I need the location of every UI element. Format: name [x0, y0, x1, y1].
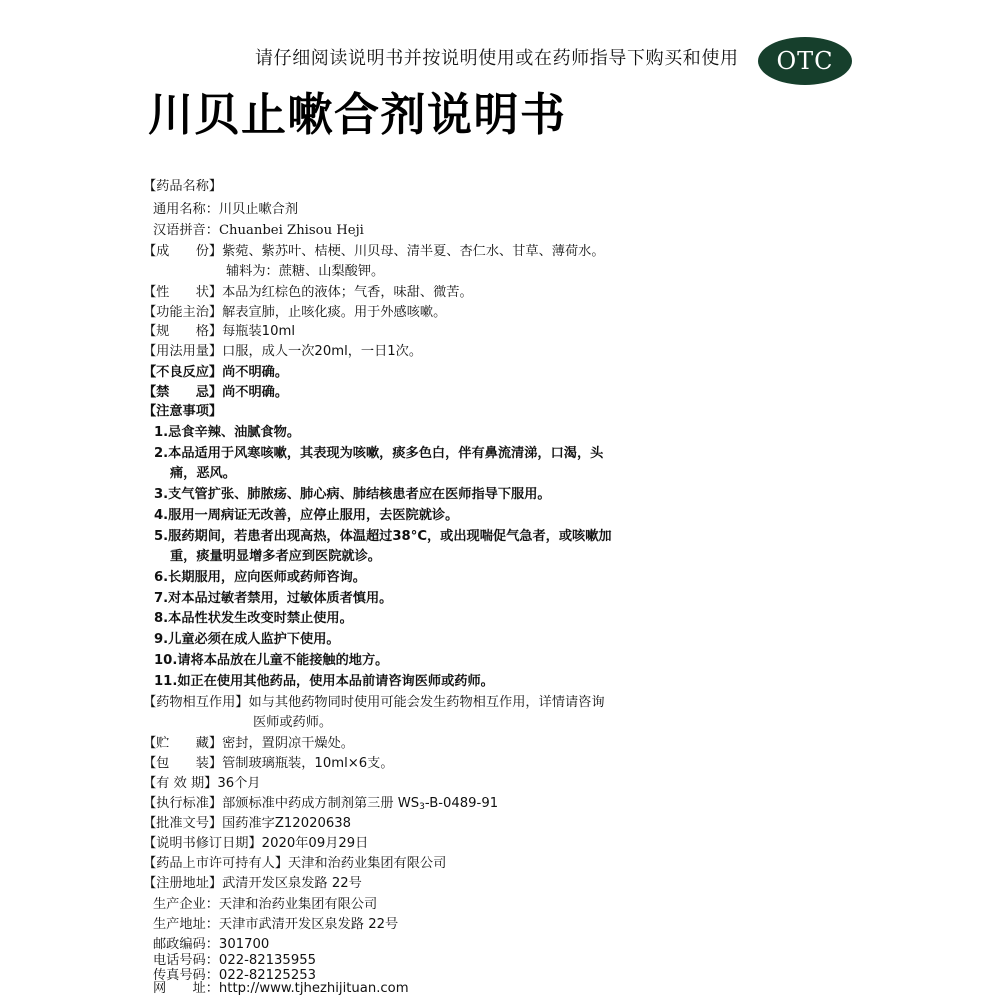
standard-suffix: -B-0489-91 — [424, 796, 499, 811]
precaution-item: 痛，恶风。 — [170, 466, 236, 481]
interactions-cont: 医师或药师。 — [253, 715, 333, 730]
precaution-item: 7.对本品过敏者禁用，过敏体质者慎用。 — [154, 591, 393, 606]
fax: 传真号码：022-82125253 — [153, 968, 316, 983]
storage: 【贮 藏】密封，置阴凉干燥处。 — [143, 736, 354, 751]
precaution-item: 9.儿童必须在成人监护下使用。 — [154, 632, 340, 647]
package: 【包 装】管制玻璃瓶装，10ml×6支。 — [143, 756, 394, 771]
precaution-item: 6.长期服用，应向医师或药师咨询。 — [154, 570, 366, 585]
interactions: 【药物相互作用】如与其他药物同时使用可能会发生药物相互作用，详情请咨询 — [143, 695, 605, 710]
registered-address: 【注册地址】武清开发区泉发路 22号 — [143, 876, 362, 891]
dosage: 【用法用量】口服，成人一次20ml，一日1次。 — [143, 344, 423, 359]
standard-sub: 3 — [419, 802, 425, 812]
precautions-label: 【注意事项】 — [143, 404, 223, 419]
precaution-item: 8.本品性状发生改变时禁止使用。 — [154, 611, 353, 626]
ingredients: 【成 份】紫菀、紫苏叶、桔梗、川贝母、清半夏、杏仁水、甘草、薄荷水。 — [143, 244, 605, 259]
phone: 电话号码：022-82135955 — [153, 953, 316, 968]
generic-name: 通用名称：川贝止嗽合剂 — [153, 202, 299, 217]
pinyin-value: Chuanbei Zhisou Heji — [218, 223, 364, 238]
top-notice: 请仔细阅读说明书并按说明使用或在药师指导下购买和使用 — [255, 48, 739, 69]
pinyin-row — [153, 221, 364, 241]
appearance: 【性 状】本品为红棕色的液体；气香，味甜、微苦。 — [143, 285, 473, 300]
precaution-item: 11.如正在使用其他药品，使用本品前请咨询医师或药师。 — [154, 674, 494, 689]
precaution-item: 4.服用一周病证无改善，应停止服用，去医院就诊。 — [154, 508, 459, 523]
manufacturer: 生产企业：天津和治药业集团有限公司 — [153, 897, 378, 912]
precaution-item: 10.请将本品放在儿童不能接触的地方。 — [154, 653, 389, 668]
standard-prefix: 【执行标准】部颁标准中药成方制剂第三册 WS — [143, 796, 420, 811]
otc-badge: OTC — [758, 37, 852, 85]
precaution-item: 重，痰量明显增多者应到医院就诊。 — [170, 549, 381, 564]
drug-name-label: 【药品名称】 — [143, 179, 223, 194]
precaution-item: 5.服药期间，若患者出现高热，体温超过38°C，或出现喘促气急者，或咳嗽加 — [154, 529, 612, 544]
postcode: 邮政编码：301700 — [153, 937, 270, 952]
indications: 【功能主治】解表宣肺，止咳化痰。用于外感咳嗽。 — [143, 305, 447, 320]
approval-number: 【批准文号】国药准字Z12020638 — [143, 816, 352, 831]
contraindications: 【禁 忌】尚不明确。 — [143, 385, 289, 400]
production-address: 生产地址：天津市武清开发区泉发路 22号 — [153, 917, 399, 932]
precaution-item: 3.支气管扩张、肺脓疡、肺心病、肺结核患者应在医师指导下服用。 — [154, 487, 551, 502]
pinyin-label: 汉语拼音： — [153, 223, 219, 238]
revision-date: 【说明书修订日期】2020年09月29日 — [143, 836, 369, 851]
precaution-item: 1.忌食辛辣、油腻食物。 — [154, 425, 301, 440]
website: 网 址：http://www.tjhezhijituan.com — [153, 981, 409, 996]
specification: 【规 格】每瓶装10ml — [143, 324, 295, 339]
page-title: 川贝止嗽合剂说明书 — [148, 88, 567, 141]
license-holder: 【药品上市许可持有人】天津和治药业集团有限公司 — [143, 856, 447, 871]
excipients: 辅料为：蔗糖、山梨酸钾。 — [226, 264, 385, 279]
adverse-reactions: 【不良反应】尚不明确。 — [143, 365, 289, 380]
precaution-item: 2.本品适用于风寒咳嗽，其表现为咳嗽，痰多色白，伴有鼻流清涕，口渴，头 — [154, 446, 604, 461]
validity: 【有 效 期】36个月 — [143, 776, 261, 791]
